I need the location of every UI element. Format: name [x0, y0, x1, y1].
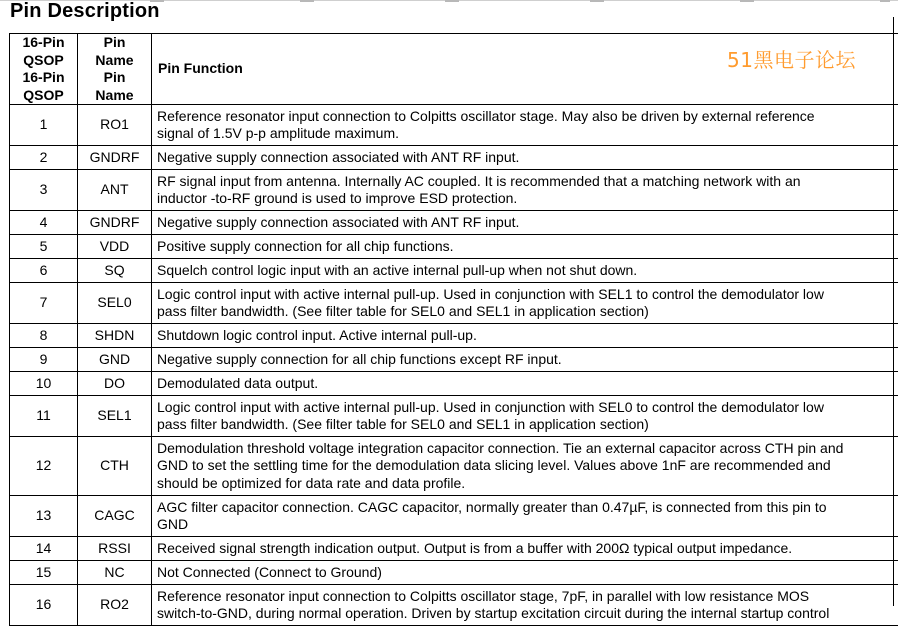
- pin-function-line: GND to set the settling time for the demodulation data slicing level. Values above 1nF are recommended and: [157, 457, 831, 473]
- pin-function-cell: [152, 170, 898, 211]
- pin-function-line: GND: [157, 516, 188, 532]
- header-line: 16-Pin QSOP: [22, 69, 64, 103]
- pin-function-line: Logic control input with active internal pull-up. Used in conjunction with SEL1 to control the demodulator low: [157, 286, 824, 302]
- table-row: [10, 283, 898, 324]
- pin-function-line: Squelch control logic input with an active internal pull-up when not shut down.: [157, 262, 637, 278]
- pin-name-cell: RSSI: [78, 537, 152, 561]
- pin-function-cell: [152, 372, 898, 396]
- pin-name-cell: RO2: [78, 585, 152, 626]
- pin-number-cell: 9: [10, 348, 78, 372]
- pin-name-cell: SEL0: [78, 283, 152, 324]
- pin-function-line: Negative supply connection for all chip functions except RF input.: [157, 351, 562, 367]
- pin-function-line: Shutdown logic control input. Active internal pull-up.: [157, 327, 477, 343]
- table-header-row: [10, 34, 898, 105]
- pin-function-cell: [152, 283, 898, 324]
- pin-function-cell: [152, 348, 898, 372]
- pin-function-line: should be optimized for data rate and data profile.: [157, 475, 465, 491]
- pin-number-cell: 8: [10, 324, 78, 348]
- pin-function-line: switch-to-GND, during normal operation. Driven by startup excitation circuit during the internal startup control: [157, 605, 829, 621]
- pin-function-line: pass filter bandwidth. (See filter table for SEL0 and SEL1 in application section): [157, 303, 649, 319]
- pin-number-cell: 15: [10, 561, 78, 585]
- pin-function-line: Positive supply connection for all chip functions.: [157, 238, 454, 254]
- pin-number-cell: 6: [10, 259, 78, 283]
- table-row: [10, 146, 898, 170]
- pin-number-cell: 5: [10, 235, 78, 259]
- table-row: [10, 372, 898, 396]
- header-line: 16-Pin QSOP: [22, 34, 64, 68]
- table-row: [10, 348, 898, 372]
- pin-function-cell: [152, 496, 898, 537]
- pin-function-cell: [152, 146, 898, 170]
- pin-function-line: pass filter bandwidth. (See filter table for SEL0 and SEL1 in application section): [157, 416, 649, 432]
- pin-name-cell: DO: [78, 372, 152, 396]
- watermark-text: 51黑电子论坛: [727, 44, 856, 73]
- section-title: Pin Description: [10, 0, 160, 23]
- pin-number-cell: 10: [10, 372, 78, 396]
- pin-number-cell: 3: [10, 170, 78, 211]
- table-row: [10, 561, 898, 585]
- table-row: [10, 324, 898, 348]
- pin-name-cell: SEL1: [78, 396, 152, 437]
- table-row: [10, 259, 898, 283]
- table-row: [10, 437, 898, 496]
- pin-function-line: Negative supply connection associated with ANT RF input.: [157, 214, 519, 230]
- pin-name-cell: SHDN: [78, 324, 152, 348]
- pin-function-line: AGC filter capacitor connection. CAGC capacitor, normally greater than 0.47µF, is connected from this pin to: [157, 499, 827, 515]
- table-row: [10, 537, 898, 561]
- pin-function-line: Reference resonator input connection to Colpitts oscillator stage, 7pF, in parallel with low resistance MOS: [157, 588, 809, 604]
- pin-description-table: [9, 33, 898, 626]
- pin-number-cell: 12: [10, 437, 78, 496]
- pin-name-cell: ANT: [78, 170, 152, 211]
- right-edge-line: [893, 17, 894, 606]
- pin-function-cell: [152, 105, 898, 146]
- pin-name-cell: NC: [78, 561, 152, 585]
- pin-number-cell: 7: [10, 283, 78, 324]
- pin-function-cell: [152, 259, 898, 283]
- pin-name-cell: GNDRF: [78, 146, 152, 170]
- table-row: [10, 170, 898, 211]
- pin-function-line: Demodulated data output.: [157, 375, 318, 391]
- table-row: [10, 211, 898, 235]
- pin-function-line: Negative supply connection associated with ANT RF input.: [157, 149, 519, 165]
- pin-number-cell: 1: [10, 105, 78, 146]
- pin-number-cell: 13: [10, 496, 78, 537]
- pin-function-cell: [152, 235, 898, 259]
- pin-function-cell: [152, 537, 898, 561]
- pin-name-cell: CAGC: [78, 496, 152, 537]
- pin-function-cell: [152, 211, 898, 235]
- table-row: [10, 235, 898, 259]
- table-row: [10, 585, 898, 626]
- pin-name-cell: GNDRF: [78, 211, 152, 235]
- pin-function-line: Not Connected (Connect to Ground): [157, 564, 382, 580]
- pin-function-line: RF signal input from antenna. Internally AC coupled. It is recommended that a matching network with an: [157, 173, 801, 189]
- header-pin-name: [78, 34, 152, 105]
- pin-number-cell: 16: [10, 585, 78, 626]
- pin-function-cell: [152, 437, 898, 496]
- pin-function-cell: [152, 561, 898, 585]
- pin-number-cell: 2: [10, 146, 78, 170]
- pin-function-cell: [152, 324, 898, 348]
- pin-number-cell: 11: [10, 396, 78, 437]
- pin-number-cell: 14: [10, 537, 78, 561]
- pin-function-line: Logic control input with active internal pull-up. Used in conjunction with SEL0 to control the demodulator low: [157, 399, 824, 415]
- pin-function-cell: [152, 396, 898, 437]
- pin-function-line: Reference resonator input connection to Colpitts oscillator stage. May also be driven by external reference: [157, 108, 815, 124]
- header-name-text: [95, 34, 133, 103]
- header-line: Pin Name: [95, 34, 133, 68]
- pin-number-cell: 4: [10, 211, 78, 235]
- header-pin-text: [22, 34, 64, 103]
- pin-function-line: Demodulation threshold voltage integration capacitor connection. Tie an external capacitor across CTH pin and: [157, 440, 843, 456]
- table-row: [10, 396, 898, 437]
- pin-name-cell: RO1: [78, 105, 152, 146]
- pin-function-cell: [152, 585, 898, 626]
- header-pin-number: [10, 34, 78, 105]
- pin-function-line: Received signal strength indication output. Output is from a buffer with 200Ω typical output impedance.: [157, 540, 792, 556]
- pin-function-line: inductor -to-RF ground is used to improve ESD protection.: [157, 190, 517, 206]
- pin-function-line: signal of 1.5V p-p amplitude maximum.: [157, 125, 399, 141]
- pin-name-cell: CTH: [78, 437, 152, 496]
- pin-name-cell: GND: [78, 348, 152, 372]
- table-row: [10, 105, 898, 146]
- header-pin-function: Pin Function: [152, 34, 898, 105]
- table-row: [10, 496, 898, 537]
- pin-name-cell: VDD: [78, 235, 152, 259]
- pin-name-cell: SQ: [78, 259, 152, 283]
- header-line: Pin Name: [95, 69, 133, 103]
